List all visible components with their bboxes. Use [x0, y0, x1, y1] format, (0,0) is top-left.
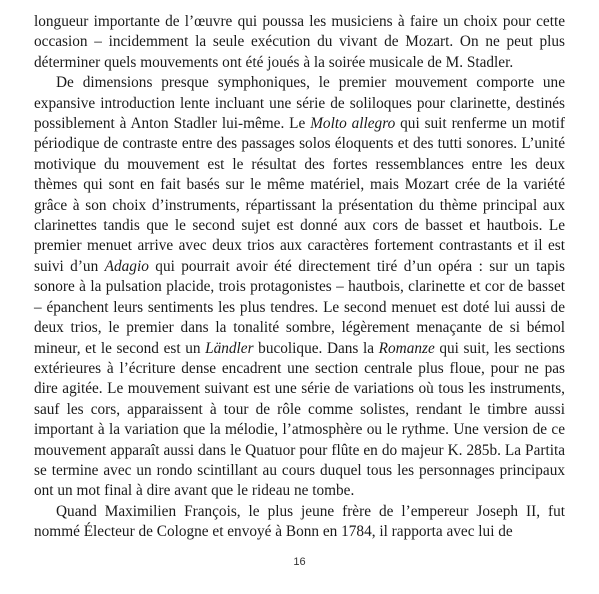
paragraph [34, 73, 565, 502]
italic-run: Adagio [104, 257, 149, 275]
text-run: qui pourrait avoir été directement tiré d’un opéra : sur un tapis sonore à la pulsation placide, trois protagonistes – hautbois, clarinette et cor de basset – épanchent leurs sentiments les plus tendres. Le second menuet est doté lui aussi de deux trios, le premier dans la tonalité sombre, légèrement menaçante de si bémol mineur, et le second est un [34, 257, 566, 357]
italic-run: Molto allegro [310, 115, 396, 133]
text-run: De dimensions presque symphoniques, le premier mouvement comporte une expansive introduction lente incluant une série de soliloques pour clarinette, destinés possiblement à Anton Stadler lui-même. Le [34, 74, 565, 133]
paragraph [34, 12, 565, 73]
document-body [34, 12, 565, 543]
page-number: 16 [293, 556, 306, 568]
text-run: bucolique. Dans la [253, 339, 379, 357]
text-run: Quand Maximilien François, le plus jeune frère de l’empereur Joseph II, fut nommé Électeur de Cologne et envoyé à Bonn en 1784, il rapporta avec lui de [34, 502, 565, 541]
italic-run: Romanze [378, 339, 435, 357]
paragraph [34, 502, 565, 543]
text-run: qui suit, les sections extérieures à l’écriture dense encadrent une section centrale plus floue, pour ne pas dire agitée. Le mouvement suivant est une série de variations où tous les instruments, sauf les cors, apparaissent à tour de rôle comme solistes, rendant le timbre aussi important à la variation que la mélodie, l’atmosphère ou le rythme. Une version de ce mouvement apparaît aussi dans le Quatuor pour flûte en do majeur K. 285b. La Partita se termine avec un rondo scintillant au cours duquel tous les personnages principaux ont un mot final à dire avant que le rideau ne tombe. [34, 339, 565, 500]
italic-run: Ländler [205, 339, 254, 357]
text-run: longueur importante de l’œuvre qui poussa les musiciens à faire un choix pour cette occasion – incidemment la seule exécution du vivant de Mozart. On ne peut plus déterminer quels mouvements ont été joués à la soirée musicale de M. Stadler. [34, 13, 565, 71]
text-run: qui suit renferme un motif périodique de contraste entre des passages solos éloquents et des tutti sonores. L’unité motivique du mouvement est le résultat des fortes ressemblances entre les deux thèmes qui sont en fait basés sur le même matériel, mais Mozart crée de la variété grâce à son choix d’instruments, répartissant la présentation du thème principal aux clarinettes tandis que le second sujet est donné aux cors de basset et hautbois. Le premier menuet arrive avec deux trios aux caractères fortement contrastants et il est suivi d’un [34, 115, 566, 275]
